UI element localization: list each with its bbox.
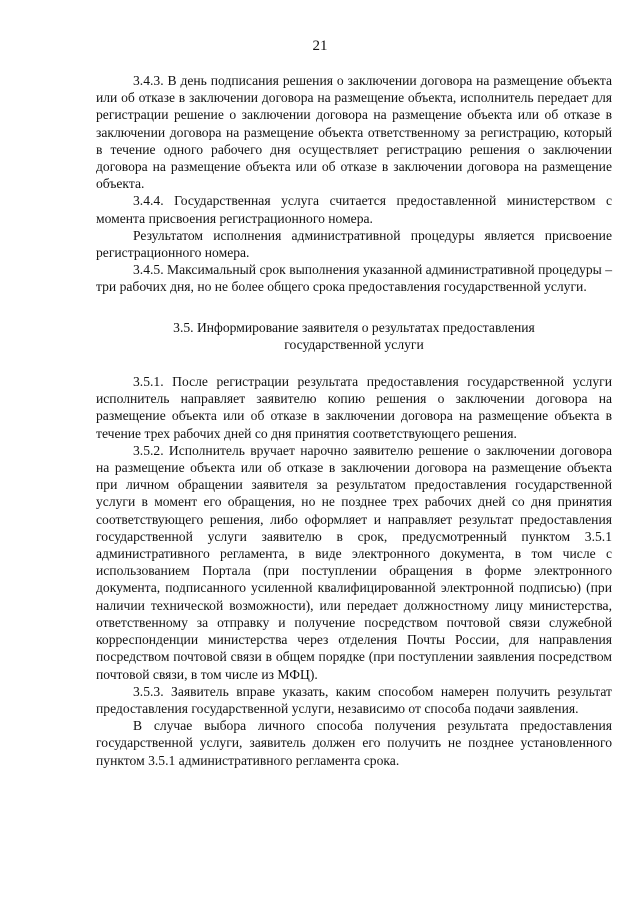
section-heading: [96, 319, 612, 353]
page-number: 21: [312, 38, 328, 54]
document-body: [96, 72, 612, 769]
paragraph-3-4-5: 3.4.5. Максимальный срок выполнения указанной административной процедуры – три рабочих дня, но не более общего срока предоставления государственной услуги.: [96, 262, 612, 295]
paragraph-result: Результатом исполнения административной процедуры является присвоение регистрационного номера.: [96, 227, 612, 261]
paragraph-3-5-1: 3.5.1. После регистрации результата предоставления государственной услуги исполнитель направляет заявителю копию решения о заключении договора на размещение объекта или об отказе в заключении договора на размещение объекта в течение трех рабочих дней со дня принятия соответствующего решения.: [96, 374, 612, 441]
paragraph-3-4-3: 3.4.3. В день подписания решения о заключении договора на размещение объекта или об отказе в заключении договора на размещение объекта, исполнитель передает для регистрации решение о заключении договора на размещение объекта или об отказе в заключении договора на размещение объекта ответственному за регистрацию, который в течение одного рабочего дня осуществляет регистрацию решения о заключении договора на размещение объекта или об отказе в заключении договора на размещение объекта.: [96, 73, 612, 192]
paragraph-3-4-4: 3.4.4. Государственная услуга считается предоставленной министерством с момента присвоения регистрационного номера.: [96, 193, 612, 226]
paragraph-3-5-2: 3.5.2. Исполнитель вручает нарочно заявителю решение о заключении договора на размещение объекта или об отказе в заключении договора на размещение объекта при личном обращении заявителя за результатом предоставления государственной услуги в момент его обращения, но не позднее трех рабочих дней со дня принятия соответствующего решения, либо оформляет и направляет результат предоставления государственной услуги заявителю в срок, предусмотренный пунктом 3.5.1 административного регламента, в виде электронного документа, в том числе с использованием Портала (при поступлении обращения в форме электронного документа, подписанного усиленной квалифицированной электронной подписью) (при наличии технической возможности), или передает должностному лицу министерства, ответственному за отправку и получение посредством почтовой связи служебной корреспонденции министерства через отделения Почты России, для направления посредством почтовой связи в общем порядке (при поступлении заявления посредством почтовой связи, в том числе из МФЦ).: [96, 442, 612, 682]
paragraph-personal-method: В случае выбора личного способа получения результата предоставления государственной услуги, заявитель должен его получить не позднее установленного пунктом 3.5.1 административного регламента срока.: [96, 718, 612, 768]
section-heading-line-2: государственной услуги: [284, 336, 424, 352]
paragraph-3-5-3: 3.5.3. Заявитель вправе указать, каким способом намерен получить результат предоставления государственной услуги, независимо от способа подачи заявления.: [96, 683, 612, 716]
section-heading-line-1: 3.5. Информирование заявителя о результатах предоставления: [173, 319, 535, 335]
